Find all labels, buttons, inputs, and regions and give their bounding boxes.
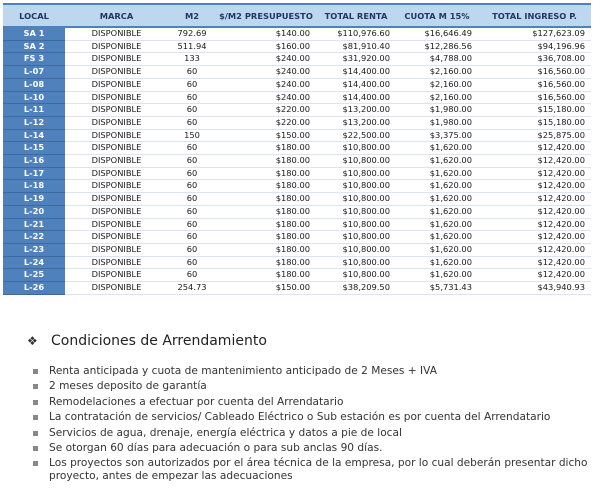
cell-m2: 60 — [168, 155, 216, 168]
cell-precio-m2: $180.00 — [216, 218, 316, 231]
table-row — [3, 142, 591, 155]
cell-total-renta: $10,800.00 — [316, 205, 396, 218]
cell-local: L-19 — [3, 193, 65, 206]
cell-precio-m2: $240.00 — [216, 78, 316, 91]
cell-marca: DISPONIBLE — [65, 167, 168, 180]
cell-local: SA 2 — [3, 40, 65, 53]
list-item — [27, 396, 607, 409]
cell-precio-m2: $240.00 — [216, 66, 316, 79]
diamond-bullet-icon: ❖ — [27, 334, 38, 348]
cell-total-ingreso: $15,180.00 — [478, 116, 591, 129]
cell-m2: 133 — [168, 53, 216, 66]
cell-marca: DISPONIBLE — [65, 205, 168, 218]
cell-precio-m2: $240.00 — [216, 53, 316, 66]
cell-local: L-22 — [3, 231, 65, 244]
cell-precio-m2: $180.00 — [216, 243, 316, 256]
cell-marca: DISPONIBLE — [65, 66, 168, 79]
cell-local: L-07 — [3, 66, 65, 79]
cell-local: L-20 — [3, 205, 65, 218]
table-row — [3, 231, 591, 244]
table-row — [3, 180, 591, 193]
table-row — [3, 218, 591, 231]
cell-m2: 60 — [168, 218, 216, 231]
cell-precio-m2: $180.00 — [216, 167, 316, 180]
cell-total-ingreso: $15,180.00 — [478, 104, 591, 117]
cell-total-renta: $10,800.00 — [316, 218, 396, 231]
cell-cuota: $2,160.00 — [396, 66, 478, 79]
square-bullet-icon — [33, 431, 38, 436]
table-row — [3, 66, 591, 79]
cell-cuota: $1,620.00 — [396, 269, 478, 282]
cell-precio-m2: $140.00 — [216, 27, 316, 40]
table-row — [3, 256, 591, 269]
cell-m2: 511.94 — [168, 40, 216, 53]
cell-m2: 60 — [168, 78, 216, 91]
cell-m2: 60 — [168, 104, 216, 117]
cell-marca: DISPONIBLE — [65, 218, 168, 231]
condition-text: Los proyectos son autorizados por el área técnica de la empresa, por lo cual deberán presentar dicho proyecto, antes de empezar las adecuaciones — [49, 457, 588, 483]
cell-total-ingreso: $12,420.00 — [478, 180, 591, 193]
condition-text: Remodelaciones a efectuar por cuenta del Arrendatario — [49, 395, 344, 408]
cell-precio-m2: $180.00 — [216, 256, 316, 269]
table-row — [3, 91, 591, 104]
cell-precio-m2: $240.00 — [216, 91, 316, 104]
cell-marca: DISPONIBLE — [65, 256, 168, 269]
cell-precio-m2: $160.00 — [216, 40, 316, 53]
header-total-ingreso: TOTAL INGRESO P. — [478, 4, 591, 27]
cell-total-ingreso: $43,940.93 — [478, 282, 591, 295]
cell-marca: DISPONIBLE — [65, 116, 168, 129]
condition-text: Servicios de agua, drenaje, energía eléctrica y datos a pie de local — [49, 426, 402, 439]
list-item — [27, 380, 607, 393]
cell-cuota: $1,620.00 — [396, 167, 478, 180]
cell-total-ingreso: $127,623.09 — [478, 27, 591, 40]
cell-local: L-26 — [3, 282, 65, 295]
cell-precio-m2: $180.00 — [216, 193, 316, 206]
cell-m2: 60 — [168, 91, 216, 104]
conditions-title: Condiciones de Arrendamiento — [51, 333, 267, 349]
cell-local: SA 1 — [3, 27, 65, 40]
conditions-list — [27, 365, 607, 483]
cell-cuota: $4,788.00 — [396, 53, 478, 66]
cell-m2: 254.73 — [168, 282, 216, 295]
condition-text: Renta anticipada y cuota de mantenimiento anticipado de 2 Meses + IVA — [49, 365, 437, 377]
table-row — [3, 282, 591, 295]
cell-precio-m2: $180.00 — [216, 269, 316, 282]
table-row — [3, 104, 591, 117]
cell-marca: DISPONIBLE — [65, 129, 168, 142]
cell-cuota: $3,375.00 — [396, 129, 478, 142]
table-row — [3, 53, 591, 66]
table-row — [3, 167, 591, 180]
cell-marca: DISPONIBLE — [65, 193, 168, 206]
cell-local: L-14 — [3, 129, 65, 142]
cell-total-renta: $10,800.00 — [316, 180, 396, 193]
cell-m2: 60 — [168, 205, 216, 218]
cell-cuota: $12,286.56 — [396, 40, 478, 53]
cell-precio-m2: $180.00 — [216, 142, 316, 155]
cell-total-ingreso: $16,560.00 — [478, 91, 591, 104]
cell-precio-m2: $150.00 — [216, 129, 316, 142]
cell-total-renta: $10,800.00 — [316, 142, 396, 155]
cell-m2: 60 — [168, 167, 216, 180]
cell-total-renta: $13,200.00 — [316, 104, 396, 117]
cell-cuota: $1,620.00 — [396, 205, 478, 218]
cell-total-renta: $10,800.00 — [316, 193, 396, 206]
cell-m2: 792.69 — [168, 27, 216, 40]
cell-precio-m2: $180.00 — [216, 155, 316, 168]
list-item — [27, 365, 607, 378]
cell-local: L-23 — [3, 243, 65, 256]
cell-local: L-16 — [3, 155, 65, 168]
cell-marca: DISPONIBLE — [65, 104, 168, 117]
cell-local: L-21 — [3, 218, 65, 231]
cell-total-ingreso: $94,196.96 — [478, 40, 591, 53]
cell-total-ingreso: $12,420.00 — [478, 155, 591, 168]
cell-total-renta: $110,976.60 — [316, 27, 396, 40]
cell-total-renta: $14,400.00 — [316, 66, 396, 79]
cell-m2: 60 — [168, 193, 216, 206]
cell-total-ingreso: $12,420.00 — [478, 218, 591, 231]
cell-cuota: $1,620.00 — [396, 256, 478, 269]
cell-total-renta: $10,800.00 — [316, 231, 396, 244]
cell-total-ingreso: $12,420.00 — [478, 205, 591, 218]
square-bullet-icon — [33, 415, 38, 420]
cell-total-renta: $10,800.00 — [316, 155, 396, 168]
cell-total-renta: $10,800.00 — [316, 256, 396, 269]
rent-table — [3, 3, 591, 295]
cell-total-ingreso: $25,875.00 — [478, 129, 591, 142]
table-row — [3, 193, 591, 206]
cell-total-ingreso: $12,420.00 — [478, 256, 591, 269]
cell-total-ingreso: $12,420.00 — [478, 167, 591, 180]
cell-marca: DISPONIBLE — [65, 282, 168, 295]
condition-text: La contratación de servicios/ Cableado Eléctrico o Sub estación es por cuenta del Arrendatario — [49, 411, 551, 424]
cell-total-ingreso: $12,420.00 — [478, 193, 591, 206]
cell-local: L-25 — [3, 269, 65, 282]
table-row — [3, 27, 591, 40]
cell-total-renta: $14,400.00 — [316, 78, 396, 91]
table-row — [3, 155, 591, 168]
cell-marca: DISPONIBLE — [65, 142, 168, 155]
cell-precio-m2: $220.00 — [216, 116, 316, 129]
cell-marca: DISPONIBLE — [65, 78, 168, 91]
list-item — [27, 427, 607, 440]
cell-local: L-17 — [3, 167, 65, 180]
header-marca: MARCA — [65, 4, 168, 27]
cell-precio-m2: $220.00 — [216, 104, 316, 117]
page — [3, 3, 607, 483]
cell-total-ingreso: $12,420.00 — [478, 243, 591, 256]
cell-precio-m2: $180.00 — [216, 231, 316, 244]
cell-cuota: $1,620.00 — [396, 243, 478, 256]
conditions-heading — [27, 331, 607, 351]
cell-total-ingreso: $12,420.00 — [478, 142, 591, 155]
cell-local: L-08 — [3, 78, 65, 91]
condition-text: 2 meses deposito de garantía — [49, 380, 207, 393]
cell-m2: 150 — [168, 129, 216, 142]
table-row — [3, 205, 591, 218]
cell-local: L-15 — [3, 142, 65, 155]
cell-cuota: $2,160.00 — [396, 91, 478, 104]
cell-total-renta: $31,920.00 — [316, 53, 396, 66]
cell-total-renta: $10,800.00 — [316, 243, 396, 256]
table-row — [3, 269, 591, 282]
table-row — [3, 129, 591, 142]
square-bullet-icon — [33, 446, 38, 451]
header-local: LOCAL — [3, 4, 65, 27]
cell-total-renta: $38,209.50 — [316, 282, 396, 295]
table-row — [3, 243, 591, 256]
cell-cuota: $1,620.00 — [396, 193, 478, 206]
list-item — [27, 442, 607, 455]
table-row — [3, 40, 591, 53]
cell-marca: DISPONIBLE — [65, 269, 168, 282]
list-item — [27, 457, 607, 483]
cell-marca: DISPONIBLE — [65, 243, 168, 256]
cell-total-ingreso: $12,420.00 — [478, 231, 591, 244]
cell-m2: 60 — [168, 269, 216, 282]
cell-total-renta: $10,800.00 — [316, 269, 396, 282]
square-bullet-icon — [33, 400, 38, 405]
header-precio-m2: $/M2 PRESUPUESTO — [216, 4, 316, 27]
cell-local: L-12 — [3, 116, 65, 129]
cell-marca: DISPONIBLE — [65, 40, 168, 53]
cell-local: L-18 — [3, 180, 65, 193]
cell-total-renta: $81,910.40 — [316, 40, 396, 53]
cell-precio-m2: $180.00 — [216, 205, 316, 218]
cell-marca: DISPONIBLE — [65, 180, 168, 193]
table-row — [3, 78, 591, 91]
list-item — [27, 411, 607, 424]
cell-local: L-11 — [3, 104, 65, 117]
cell-cuota: $2,160.00 — [396, 78, 478, 91]
cell-cuota: $5,731.43 — [396, 282, 478, 295]
cell-m2: 60 — [168, 180, 216, 193]
cell-cuota: $1,980.00 — [396, 116, 478, 129]
cell-m2: 60 — [168, 142, 216, 155]
cell-total-renta: $22,500.00 — [316, 129, 396, 142]
square-bullet-icon — [33, 369, 38, 374]
cell-marca: DISPONIBLE — [65, 231, 168, 244]
cell-cuota: $16,646.49 — [396, 27, 478, 40]
condition-text: Se otorgan 60 días para adecuación o para sub anclas 90 días. — [49, 441, 383, 454]
cell-total-renta: $14,400.00 — [316, 91, 396, 104]
square-bullet-icon — [33, 461, 38, 466]
cell-total-ingreso: $16,560.00 — [478, 66, 591, 79]
cell-marca: DISPONIBLE — [65, 155, 168, 168]
cell-marca: DISPONIBLE — [65, 91, 168, 104]
cell-m2: 60 — [168, 231, 216, 244]
cell-local: FS 3 — [3, 53, 65, 66]
table-header-row — [3, 4, 591, 27]
header-m2: M2 — [168, 4, 216, 27]
cell-precio-m2: $150.00 — [216, 282, 316, 295]
cell-total-renta: $13,200.00 — [316, 116, 396, 129]
cell-total-ingreso: $12,420.00 — [478, 269, 591, 282]
cell-total-ingreso: $16,560.00 — [478, 78, 591, 91]
cell-total-renta: $10,800.00 — [316, 167, 396, 180]
table-body — [3, 27, 591, 294]
cell-cuota: $1,620.00 — [396, 155, 478, 168]
cell-marca: DISPONIBLE — [65, 27, 168, 40]
cell-local: L-24 — [3, 256, 65, 269]
cell-total-ingreso: $36,708.00 — [478, 53, 591, 66]
cell-m2: 60 — [168, 66, 216, 79]
cell-cuota: $1,620.00 — [396, 231, 478, 244]
cell-cuota: $1,620.00 — [396, 180, 478, 193]
cell-cuota: $1,620.00 — [396, 142, 478, 155]
cell-local: L-10 — [3, 91, 65, 104]
cell-m2: 60 — [168, 116, 216, 129]
header-total-renta: TOTAL RENTA — [316, 4, 396, 27]
table-row — [3, 116, 591, 129]
square-bullet-icon — [33, 384, 38, 389]
cell-m2: 60 — [168, 256, 216, 269]
header-cuota: CUOTA M 15% — [396, 4, 478, 27]
cell-m2: 60 — [168, 243, 216, 256]
cell-cuota: $1,620.00 — [396, 218, 478, 231]
cell-cuota: $1,980.00 — [396, 104, 478, 117]
cell-precio-m2: $180.00 — [216, 180, 316, 193]
conditions-section — [27, 331, 607, 486]
cell-marca: DISPONIBLE — [65, 53, 168, 66]
